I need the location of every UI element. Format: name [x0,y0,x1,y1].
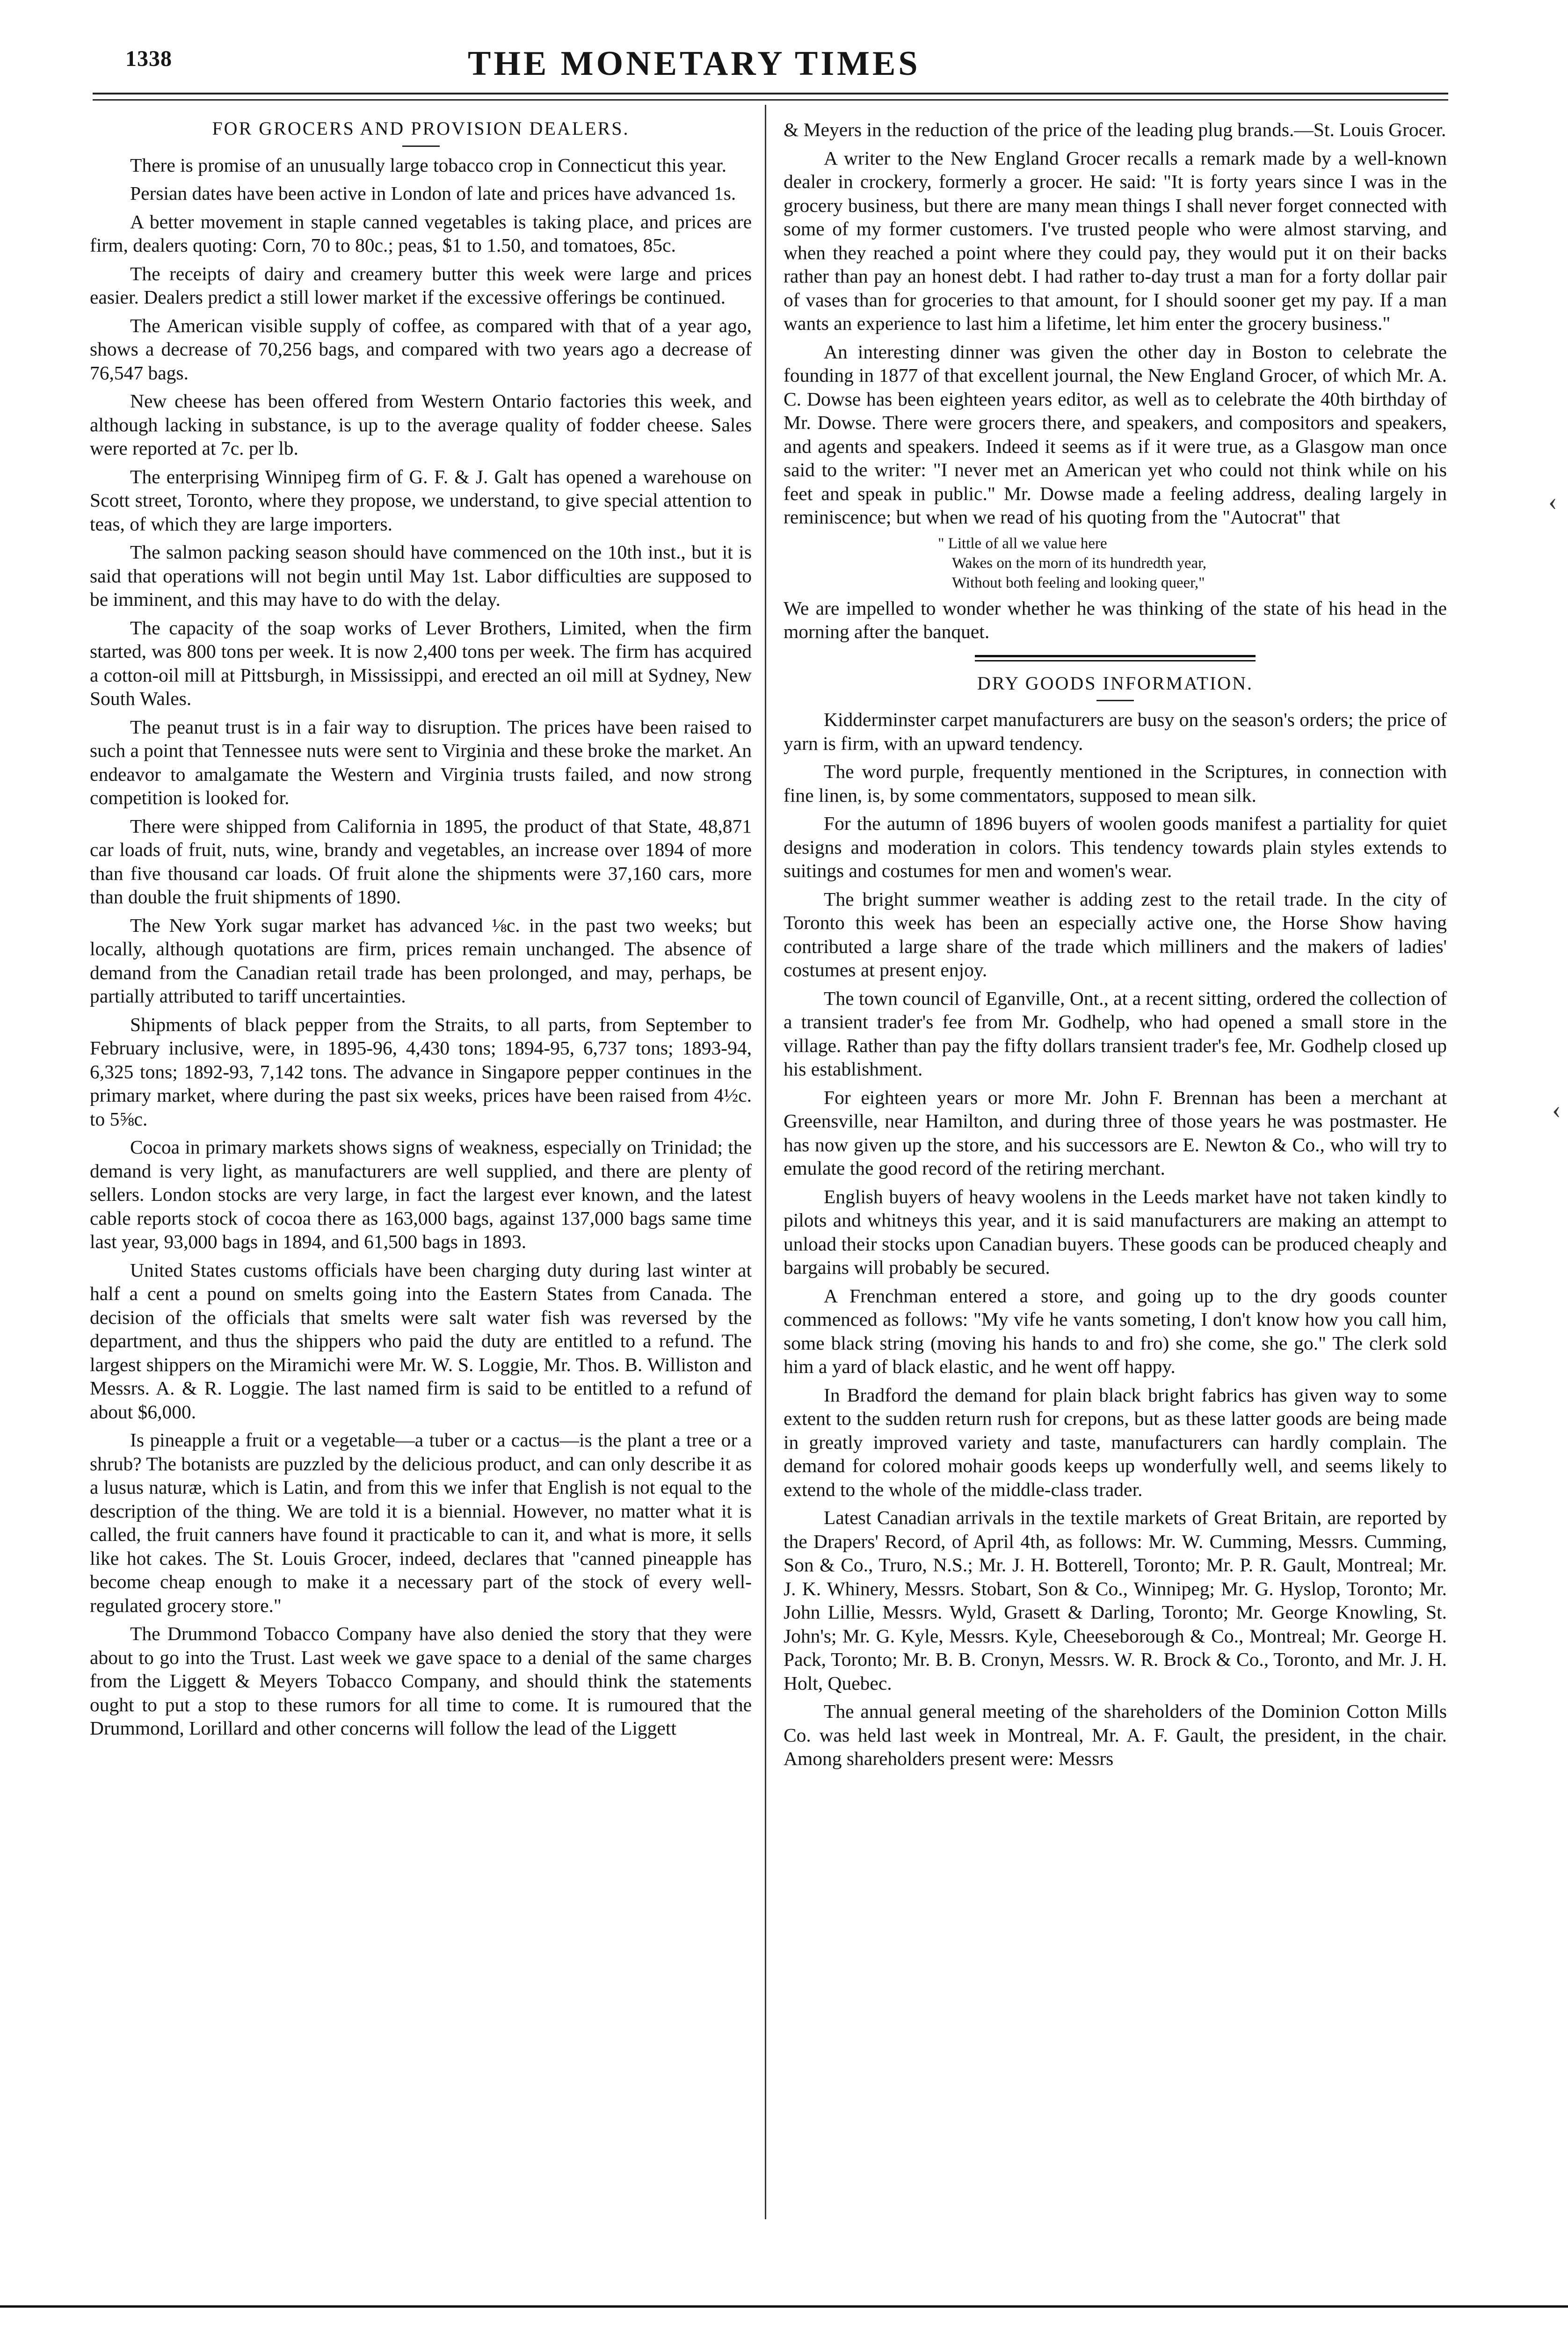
column-divider [765,105,766,2219]
poem-line: " Little of all we value here [938,535,1107,552]
article-paragraph: We are impelled to wonder whether he was thinking of the state of his head in the morning after the banquet. [784,597,1447,642]
article-paragraph: The salmon packing season should have commenced on the 10th inst., but it is said that operations will not begin until May 1st. Labor difficulties are supposed to be imminent, and this may have to do with the delay. [90,541,752,610]
article-paragraph: For the autumn of 1896 buyers of woolen goods manifest a partiality for quiet designs and moderation in colors. This tendency towards plain styles extends to suitings and costumes for men and women's wear. [784,813,1447,881]
article-paragraph: Kidderminster carpet manufacturers are busy on the season's orders; the price of yarn is firm, with an upward tendency. [784,709,1447,754]
article-paragraph: Shipments of black pepper from the Straits, to all parts, from September to February inclusive, were, in 1895-96, 4,430 tons; 1894-95, 6,737 tons; 1893-94, 6,325 tons; 1892-93, 7,142 tons. The advance in Singapore pepper continues in the primary market, where during the past six weeks, prices have been raised from 4½c. to 5⅝c. [90,1013,752,1130]
article-paragraph: For eighteen years or more Mr. John F. Brennan has been a merchant at Greensville, near Hamilton, and during three of those years he was postmaster. He has now given up the store, and his successors are E. Newton & Co., who will try to emulate the good record of the retiring merchant. [784,1086,1447,1179]
poem-line: Without both feeling and looking queer," [952,574,1205,591]
masthead [0,43,1568,85]
article-paragraph: The peanut trust is in a fair way to disruption. The prices have been raised to such a point that Tennessee nuts were sent to Virginia and these broke the market. An endeavor to amalgamate the Western and Virginia trusts failed, and now strong competition is looked for. [90,716,752,808]
newspaper-title: THE MONETARY TIMES [468,44,921,83]
section-separator [975,655,1256,661]
section-heading-dry-goods: DRY GOODS INFORMATION. [977,672,1254,694]
article-paragraph: The annual general meeting of the shareholders of the Dominion Cotton Mills Co. was held last week in Montreal, Mr. A. F. Gault, the president, in the chair. Among shareholders present were: Messrs [784,1700,1447,1769]
article-paragraph: Latest Canadian arrivals in the textile markets of Great Britain, are reported by the Drapers' Record, of April 4th, as follows: Mr. W. Cumming, Messrs. Cumming, Son & Co., Truro, N.S.; Mr. J. H. Botterell, Toronto; Mr. P. R. Gault, Montreal; Mr. J. K. Whinery, Messrs. Stobart, Son & Co., Winnipeg; Mr. G. Hyslop, Toronto; Mr. John Lillie, Messrs. Wyld, Grasett & Darling, Toronto; Mr. George Knowling, St. John's; Mr. G. Kyle, Messrs. Kyle, Cheeseborough & Co., Montreal; Mr. George H. Pack, Toronto; Mr. B. B. Cronyn, Messrs. W. R. Brock & Co., Toronto, and Mr. J. H. Holt, Quebec. [784,1507,1447,1694]
masthead-rule-bottom [93,99,1448,101]
article-paragraph: The town council of Eganville, Ont., at a recent sitting, ordered the collection of a transient trader's fee from Mr. Godhelp, who had opened a small store in the village. Rather than pay the fifty dollars transient trader's fee, Mr. Godhelp closed up his establishment. [784,987,1447,1080]
article-paragraph: There were shipped from California in 1895, the product of that State, 48,871 car loads of fruit, nuts, wine, brandy and vegetables, an increase over 1894 of more than five thousand car loads. Of fruit alone the shipments were 37,160 cars, more than double the fruit shipments of 1890. [90,815,752,908]
heading-rule [1096,700,1134,701]
article-paragraph: A writer to the New England Grocer recalls a remark made by a well-known dealer in crockery, formerly a grocer. He said: "It is forty years since I was in the grocery business, but there are many mean things I shall never forget connected with some of my former customers. I've trusted people who were almost starving, and when they reached a point where they could pay, they would put it on their backs rather than pay an honest debt. I had rather to-day trust a man for a forty dollar pair of vases than for groceries to that amount, for I should sooner get my pay. If a man wants an experience to last him a lifetime, let him enter the grocery business." [784,147,1447,334]
page-bottom-rule [0,2305,1568,2308]
continued-paragraph: & Meyers in the reduction of the price of the leading plug brands.—St. Louis Grocer. [784,119,1446,140]
article-paragraph: English buyers of heavy woolens in the Leeds market have not taken kindly to pilots and whitneys this year, and it is said manufacturers are making an attempt to unload their stocks upon Canadian buyers. These goods can be produced cheaply and bargains will probably be secured. [784,1185,1447,1278]
page-number: 1338 [125,46,172,71]
right-column [784,104,1447,1775]
article-paragraph: United States customs officials have been charging duty during last winter at half a cent a pound on smelts going into the Eastern States from Canada. The decision of the officials that smelts were salt water fish was reversed by the department, and thus the shippers who paid the duty are entitled to a refund. The largest shippers on the Miramichi were Mr. W. S. Loggie, Mr. Thos. B. Williston and Messrs. A. & R. Loggie. The last named firm is said to be entitled to a refund of about $6,000. [90,1259,752,1423]
article-paragraph: The word purple, frequently mentioned in the Scriptures, in connection with fine linen, is, by some commentators, supposed to mean silk. [784,761,1447,806]
article-paragraph: There is promise of an unusually large tobacco crop in Connecticut this year. [130,154,726,176]
article-paragraph: New cheese has been offered from Western Ontario factories this week, and although lacking in substance, is up to the average quality of fodder cheese. Sales were reported at 7c. per lb. [90,390,752,459]
left-column [90,104,752,1745]
article-paragraph: An interesting dinner was given the other day in Boston to celebrate the founding in 1877 of that excellent journal, the New England Grocer, of which Mr. A. C. Dowse has been eighteen years editor, as well as to celebrate the 40th birthday of Mr. Dowse. There were grocers there, and speakers, and compositors and speakers, and agents and speakers. Indeed it seems as if it were true, as a Glasgow man once said to the writer: "I never met an American yet who could not think while on his feet and speak in public." Mr. Dowse made a feeling address, dealing largely in reminiscence; but when we read of his quoting from the "Autocrat" that [784,341,1447,528]
masthead-rule-top [93,93,1448,94]
poem-quote [938,534,1447,593]
article-paragraph: A Frenchman entered a store, and going up to the dry goods counter commenced as follows: "My vife he vants someting, I don't know how you call him, some black string (moving his hands to and fro) she come, she go." The clerk sold him a yard of black elastic, and he went off happy. [784,1285,1447,1377]
article-paragraph: Persian dates have been active in London of late and prices have advanced 1s. [130,182,736,204]
article-paragraph: The receipts of dairy and creamery butter this week were large and prices easier. Dealers predict a still lower market if the excessive offerings be continued. [90,262,752,308]
article-paragraph: The New York sugar market has advanced ⅛c. in the past two weeks; but locally, although quotations are firm, prices remain unchanged. The absence of demand from the Canadian retail trade has been prolonged, and may, perhaps, be partially attributed to tariff uncertainties. [90,914,752,1007]
article-paragraph: The bright summer weather is adding zest to the retail trade. In the city of Toronto this week has been an especially active one, the Horse Show having contributed a large share of the trade which milliners and the makers of ladies' costumes at present enjoy. [784,888,1447,981]
heading-rule [402,145,440,147]
article-paragraph: A better movement in staple canned vegetables is taking place, and prices are firm, dealers quoting: Corn, 70 to 80c.; peas, $1 to 1.50, and tomatoes, 85c. [90,211,752,256]
article-paragraph: Cocoa in primary markets shows signs of weakness, especially on Trinidad; the demand is very light, as manufacturers are well supplied, and there are plenty of sellers. London stocks are very large, in fact the largest ever known, and the latest cable reports stock of cocoa there as 163,000 bags, against 137,000 bags same time last year, 93,000 bags in 1894, and 61,500 bags in 1893. [90,1136,752,1252]
article-paragraph: The enterprising Winnipeg firm of G. F. & J. Galt has opened a warehouse on Scott street, Toronto, where they propose, we understand, to give special attention to teas, of which they are large importers. [90,465,752,535]
margin-mark: ‹ [1548,487,1557,516]
margin-mark: ‹ [1552,1095,1561,1124]
article-paragraph: Is pineapple a fruit or a vegetable—a tuber or a cactus—is the plant a tree or a shrub? The botanists are puzzled by the delicious product, and can only describe it as a lusus naturæ, which is Latin, and from this we infer that English is not equal to the description of the thing. We are told it is a biennial. However, no matter what it is called, the fruit canners have found it practicable to can it, and what is more, it sells like hot cakes. The St. Louis Grocer, indeed, declares that "canned pineapple has become cheap enough to make it a necessary part of the stock of every well-regulated grocery store." [90,1429,752,1616]
article-paragraph: In Bradford the demand for plain black bright fabrics has given way to some extent to the sudden return rush for crepons, but as these latter goods are being made in greatly improved variety and taste, manufacturers can hardly complain. The demand for colored mohair goods keeps up wonderfully well, and seems likely to extend to the whole of the middle-class trader. [784,1384,1447,1500]
article-paragraph: The American visible supply of coffee, as compared with that of a year ago, shows a decrease of 70,256 bags, and compared with two years ago a decrease of 76,547 bags. [90,314,752,384]
poem-line: Wakes on the morn of its hundredth year, [952,554,1207,572]
section-heading-grocers: FOR GROCERS AND PROVISION DEALERS. [212,118,630,139]
article-paragraph: The Drummond Tobacco Company have also denied the story that they were about to go into the Trust. Last week we gave space to a denial of the same charges from the Liggett & Meyers Tobacco Company, and should think the statements ought to put a stop to these rumors for all time to come. It is rumoured that the Drummond, Lorillard and other concerns will follow the lead of the Liggett [90,1623,752,1739]
article-paragraph: The capacity of the soap works of Lever Brothers, Limited, when the firm started, was 800 tons per week. It is now 2,400 tons per week. The firm has acquired a cotton-oil mill at Pittsburgh, in Mississippi, and erected an oil mill at Sydney, New South Wales. [90,617,752,709]
